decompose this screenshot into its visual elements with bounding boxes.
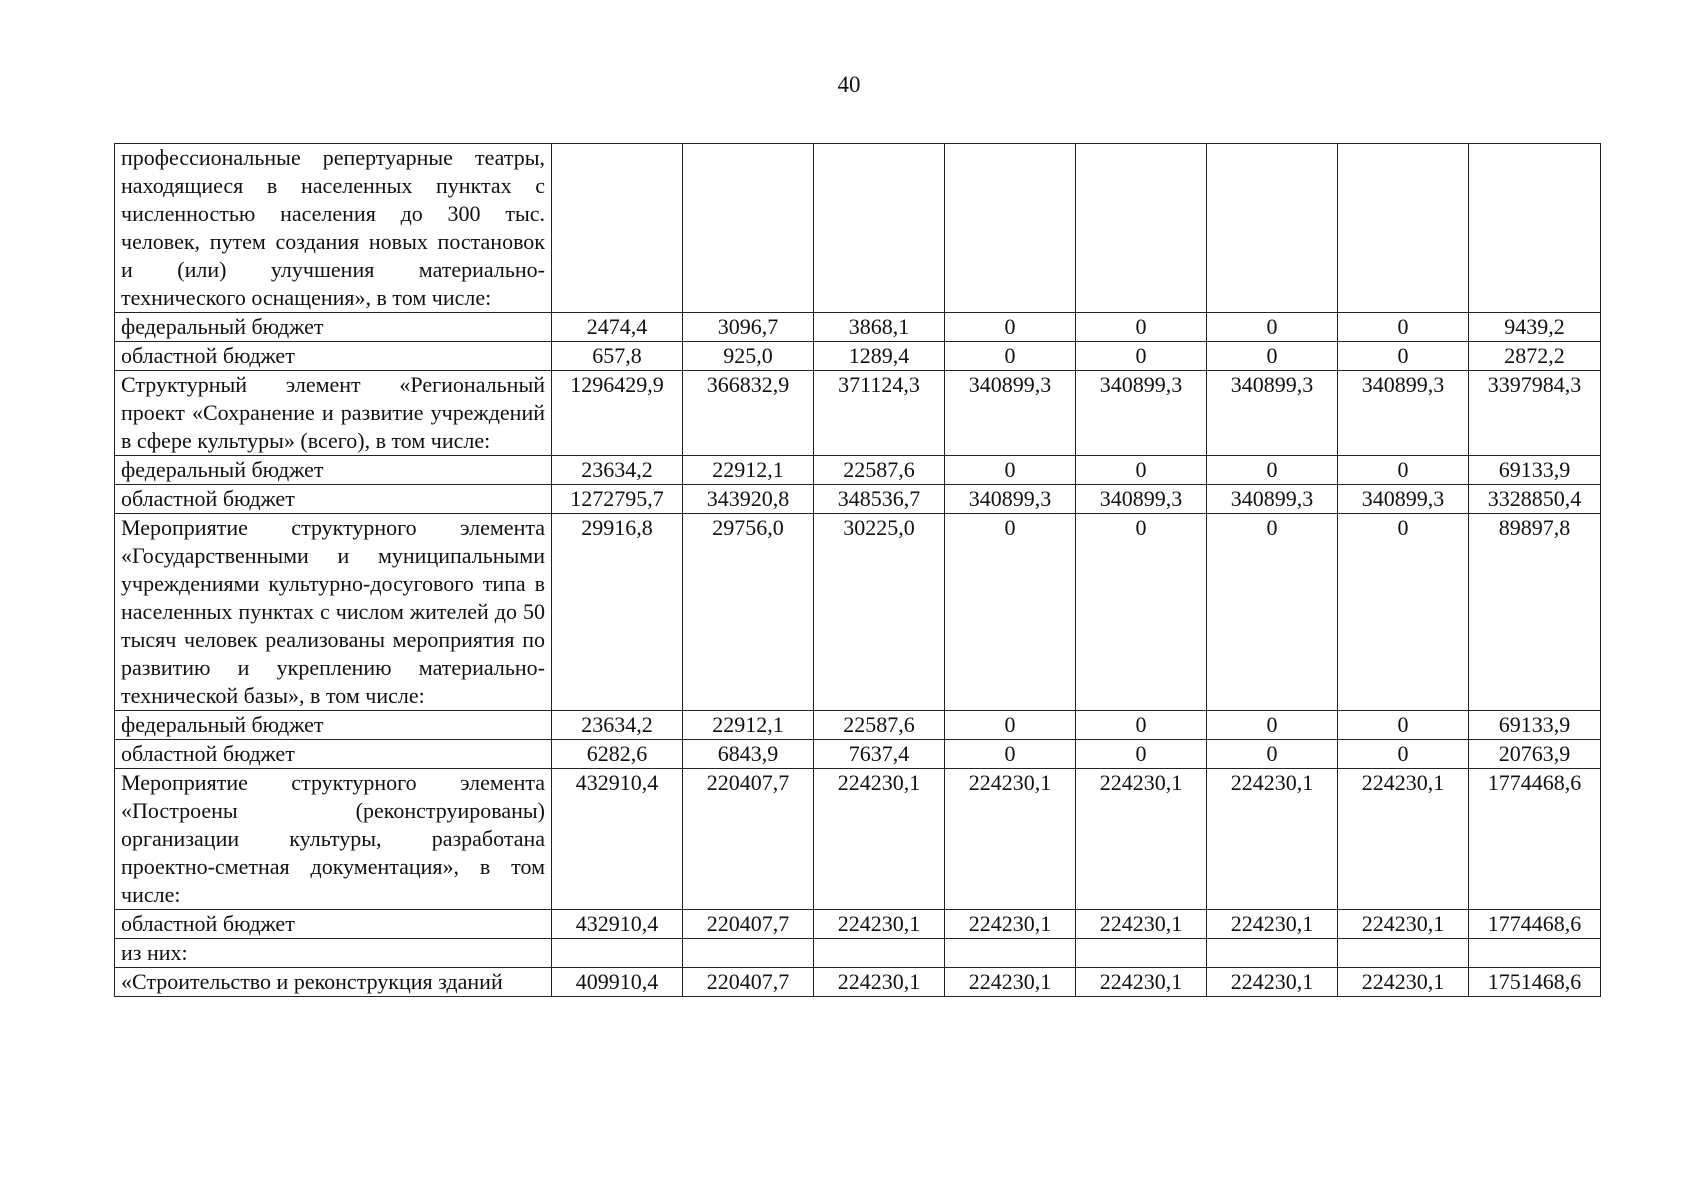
row-label: областной бюджет: [115, 740, 552, 769]
row-value: [552, 144, 683, 313]
row-label: Структурный элемент «Региональный проект «Сохранение и развитие учреждений в сфере культуры» (всего), в том числе:: [115, 371, 552, 456]
row-value: 224230,1: [1338, 968, 1469, 997]
row-value: 224230,1: [1338, 910, 1469, 939]
row-value: 343920,8: [683, 485, 814, 514]
row-value: 224230,1: [945, 968, 1076, 997]
row-value: 3397984,3: [1469, 371, 1601, 456]
row-value: 340899,3: [1338, 485, 1469, 514]
table-row: [115, 313, 1601, 342]
row-value: 409910,4: [552, 968, 683, 997]
row-value: 0: [945, 313, 1076, 342]
row-value: 0: [1207, 313, 1338, 342]
row-value: 224230,1: [814, 769, 945, 910]
row-value: 371124,3: [814, 371, 945, 456]
row-value: 340899,3: [1076, 485, 1207, 514]
row-value: 0: [1338, 456, 1469, 485]
row-label: федеральный бюджет: [115, 313, 552, 342]
row-value: 69133,9: [1469, 456, 1601, 485]
row-value: 0: [1338, 711, 1469, 740]
row-value: 224230,1: [1076, 968, 1207, 997]
row-value: 224230,1: [1076, 769, 1207, 910]
row-value: [1469, 939, 1601, 968]
row-value: [552, 939, 683, 968]
row-value: 340899,3: [945, 371, 1076, 456]
row-value: 1289,4: [814, 342, 945, 371]
row-value: 3096,7: [683, 313, 814, 342]
row-value: 224230,1: [945, 910, 1076, 939]
table-row: [115, 910, 1601, 939]
row-value: 0: [945, 342, 1076, 371]
row-value: 224230,1: [814, 910, 945, 939]
row-value: 657,8: [552, 342, 683, 371]
row-value: 925,0: [683, 342, 814, 371]
page-number: 40: [837, 72, 861, 97]
row-value: 224230,1: [1338, 769, 1469, 910]
row-label: профессиональные репертуарные театры, находящиеся в населенных пунктах с численностью населения до 300 тыс. человек, путем создания новых постановок и (или) улучшения материально-технического оснащения», в том числе:: [115, 144, 552, 313]
row-value: 22912,1: [683, 456, 814, 485]
row-value: 1272795,7: [552, 485, 683, 514]
row-value: 0: [1338, 740, 1469, 769]
row-value: 0: [1207, 456, 1338, 485]
row-value: 340899,3: [1207, 485, 1338, 514]
row-value: 1751468,6: [1469, 968, 1601, 997]
row-value: 3868,1: [814, 313, 945, 342]
row-value: 69133,9: [1469, 711, 1601, 740]
row-label: федеральный бюджет: [115, 711, 552, 740]
row-value: 20763,9: [1469, 740, 1601, 769]
row-value: 2872,2: [1469, 342, 1601, 371]
row-value: 340899,3: [945, 485, 1076, 514]
row-value: 220407,7: [683, 769, 814, 910]
row-value: 0: [1207, 342, 1338, 371]
table-row: [115, 371, 1601, 456]
row-value: 1774468,6: [1469, 910, 1601, 939]
row-value: 2474,4: [552, 313, 683, 342]
row-value: 29756,0: [683, 514, 814, 711]
row-value: 0: [1207, 514, 1338, 711]
row-value: [1338, 939, 1469, 968]
row-value: 0: [1076, 456, 1207, 485]
row-value: 224230,1: [1207, 769, 1338, 910]
row-value: 6282,6: [552, 740, 683, 769]
row-value: 0: [1076, 514, 1207, 711]
row-value: 340899,3: [1207, 371, 1338, 456]
table-row: [115, 342, 1601, 371]
row-label: федеральный бюджет: [115, 456, 552, 485]
row-value: [1338, 144, 1469, 313]
row-value: 0: [1207, 740, 1338, 769]
row-value: 1774468,6: [1469, 769, 1601, 910]
row-value: 3328850,4: [1469, 485, 1601, 514]
row-value: 220407,7: [683, 968, 814, 997]
row-value: 7637,4: [814, 740, 945, 769]
row-value: 22587,6: [814, 711, 945, 740]
row-value: 348536,7: [814, 485, 945, 514]
row-value: 6843,9: [683, 740, 814, 769]
row-label: областной бюджет: [115, 910, 552, 939]
row-value: [945, 144, 1076, 313]
row-value: 224230,1: [1207, 968, 1338, 997]
row-value: 9439,2: [1469, 313, 1601, 342]
row-value: 0: [1338, 514, 1469, 711]
table-row: [115, 740, 1601, 769]
row-value: 0: [1076, 313, 1207, 342]
row-value: 0: [1338, 342, 1469, 371]
table-row: [115, 456, 1601, 485]
table-row: [115, 144, 1601, 313]
row-value: 366832,9: [683, 371, 814, 456]
row-value: 0: [945, 740, 1076, 769]
row-value: [1207, 939, 1338, 968]
row-label: областной бюджет: [115, 485, 552, 514]
row-label: Мероприятие структурного элемента «Построены (реконструированы) организации культуры, разработана проектно-сметная документация», в том числе:: [115, 769, 552, 910]
row-value: [683, 939, 814, 968]
table-body: [115, 144, 1601, 997]
row-value: 224230,1: [945, 769, 1076, 910]
row-value: 0: [1076, 740, 1207, 769]
row-value: 0: [1207, 711, 1338, 740]
row-value: 1296429,9: [552, 371, 683, 456]
row-label: Мероприятие структурного элемента «Государственными и муниципальными учреждениями культурно-досугового типа в населенных пунктах с числом жителей до 50 тысяч человек реализованы мероприятия по развитию и укреплению материально-технической базы», в том числе:: [115, 514, 552, 711]
table-row: [115, 769, 1601, 910]
table-row: [115, 968, 1601, 997]
row-value: 22912,1: [683, 711, 814, 740]
row-value: 0: [945, 711, 1076, 740]
row-value: 220407,7: [683, 910, 814, 939]
row-value: 340899,3: [1338, 371, 1469, 456]
row-value: [945, 939, 1076, 968]
row-value: 432910,4: [552, 910, 683, 939]
row-value: 340899,3: [1076, 371, 1207, 456]
row-value: 432910,4: [552, 769, 683, 910]
row-value: [1469, 144, 1601, 313]
row-value: [1076, 144, 1207, 313]
row-value: 22587,6: [814, 456, 945, 485]
row-value: 29916,8: [552, 514, 683, 711]
row-value: [814, 144, 945, 313]
row-value: [1207, 144, 1338, 313]
table-row: [115, 711, 1601, 740]
row-value: 23634,2: [552, 456, 683, 485]
row-value: 30225,0: [814, 514, 945, 711]
row-value: 224230,1: [1207, 910, 1338, 939]
row-value: 0: [1076, 711, 1207, 740]
table-row: [115, 939, 1601, 968]
row-value: 0: [945, 456, 1076, 485]
row-label: из них:: [115, 939, 552, 968]
row-label: «Строительство и реконструкция зданий: [115, 968, 552, 997]
row-label: областной бюджет: [115, 342, 552, 371]
row-value: 0: [945, 514, 1076, 711]
row-value: 89897,8: [1469, 514, 1601, 711]
table-row: [115, 485, 1601, 514]
row-value: 224230,1: [1076, 910, 1207, 939]
budget-table: [114, 143, 1601, 997]
row-value: 23634,2: [552, 711, 683, 740]
row-value: [683, 144, 814, 313]
row-value: 0: [1338, 313, 1469, 342]
row-value: [1076, 939, 1207, 968]
row-value: 224230,1: [814, 968, 945, 997]
row-value: 0: [1076, 342, 1207, 371]
row-value: [814, 939, 945, 968]
table-row: [115, 514, 1601, 711]
